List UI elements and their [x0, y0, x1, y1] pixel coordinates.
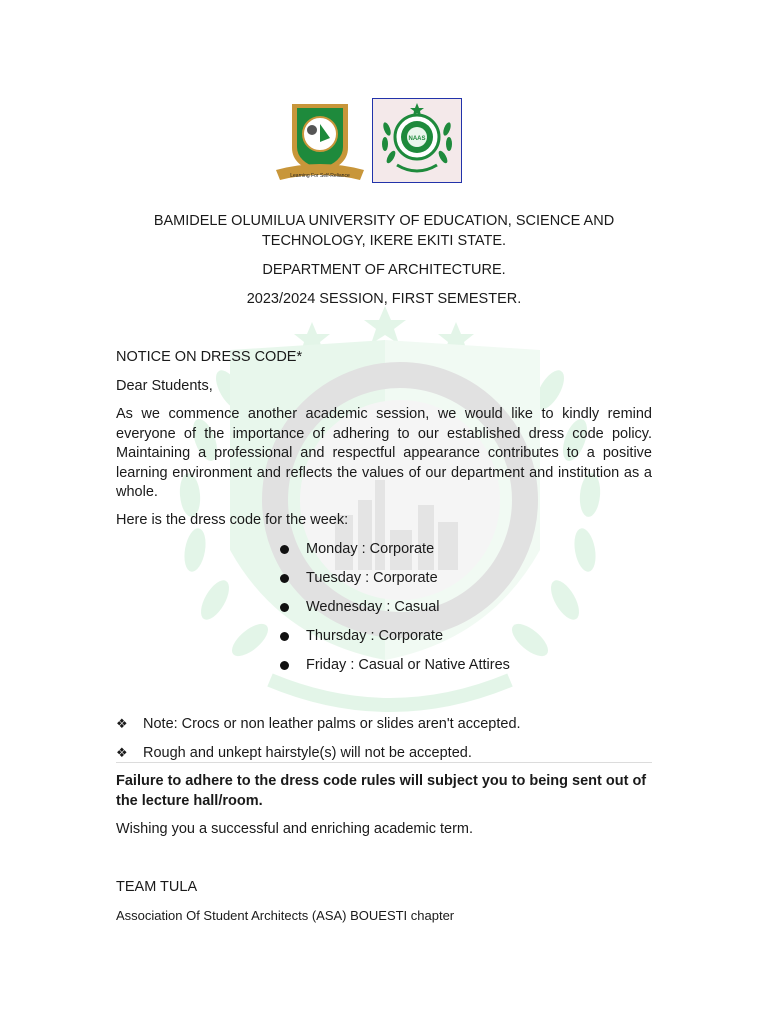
naas-logo-label: NAAS	[408, 136, 426, 142]
list-item	[278, 569, 510, 598]
day-label: Monday : Corporate	[306, 541, 435, 557]
logos-row	[274, 98, 474, 188]
institution-title: BAMIDELE OLUMILUA UNIVERSITY OF EDUCATION, SCIENCE AND TECHNOLOGY, IKERE EKITI STATE.	[153, 213, 615, 249]
signoff-team: TEAM TULA	[116, 879, 198, 895]
session-title: 2023/2024 SESSION, FIRST SEMESTER.	[246, 291, 522, 307]
list-item	[278, 627, 510, 656]
university-crest-logo	[274, 100, 366, 184]
note-crocs	[116, 714, 521, 735]
department-title: DEPARTMENT OF ARCHITECTURE.	[262, 262, 506, 278]
crest-motto: Learning For Self-Reliance	[290, 173, 350, 179]
divider	[116, 762, 652, 763]
day-label: Wednesday : Casual	[306, 599, 440, 615]
signoff-org: Association Of Student Architects (ASA) BOUESTI chapter	[116, 908, 455, 923]
bullet-icon	[280, 632, 289, 641]
note-text: Rough and unkept hairstyle(s) will not be accepted.	[143, 745, 472, 761]
list-item	[278, 598, 510, 627]
note-hairstyle	[116, 743, 472, 764]
salutation: Dear Students,	[116, 378, 213, 394]
notice-title: NOTICE ON DRESS CODE*	[116, 349, 303, 365]
day-label: Tuesday : Corporate	[306, 570, 438, 586]
bullet-icon	[280, 574, 289, 583]
day-label: Friday : Casual or Native Attires	[306, 657, 510, 673]
list-item	[278, 540, 510, 569]
closing-text: Wishing you a successful and enriching academic term.	[116, 821, 474, 837]
diamond-bullet-icon: ❖	[116, 716, 128, 731]
note-text: Note: Crocs or non leather palms or slides aren't accepted.	[143, 716, 521, 732]
warning-text: Failure to adhere to the dress code rules will subject you to being sent out of the lecture hall/room.	[116, 773, 647, 809]
day-label: Thursday : Corporate	[306, 628, 444, 644]
bullet-icon	[280, 545, 289, 554]
diamond-bullet-icon: ❖	[116, 745, 128, 760]
week-intro: Here is the dress code for the week:	[116, 512, 349, 528]
naas-chapter-logo	[372, 98, 462, 183]
bullet-icon	[280, 661, 289, 670]
intro-paragraph: As we commence another academic session, we would like to kindly remind everyone of the importance of adhering to our established dress code policy. Maintaining a professional and respectful appearance contributes to a positive learning environment and reflects the values of our department and institution as a whole.	[116, 406, 652, 500]
list-item	[278, 656, 510, 685]
bullet-icon	[280, 603, 289, 612]
watermark-star-icon	[364, 306, 406, 344]
dress-code-list	[278, 540, 510, 685]
